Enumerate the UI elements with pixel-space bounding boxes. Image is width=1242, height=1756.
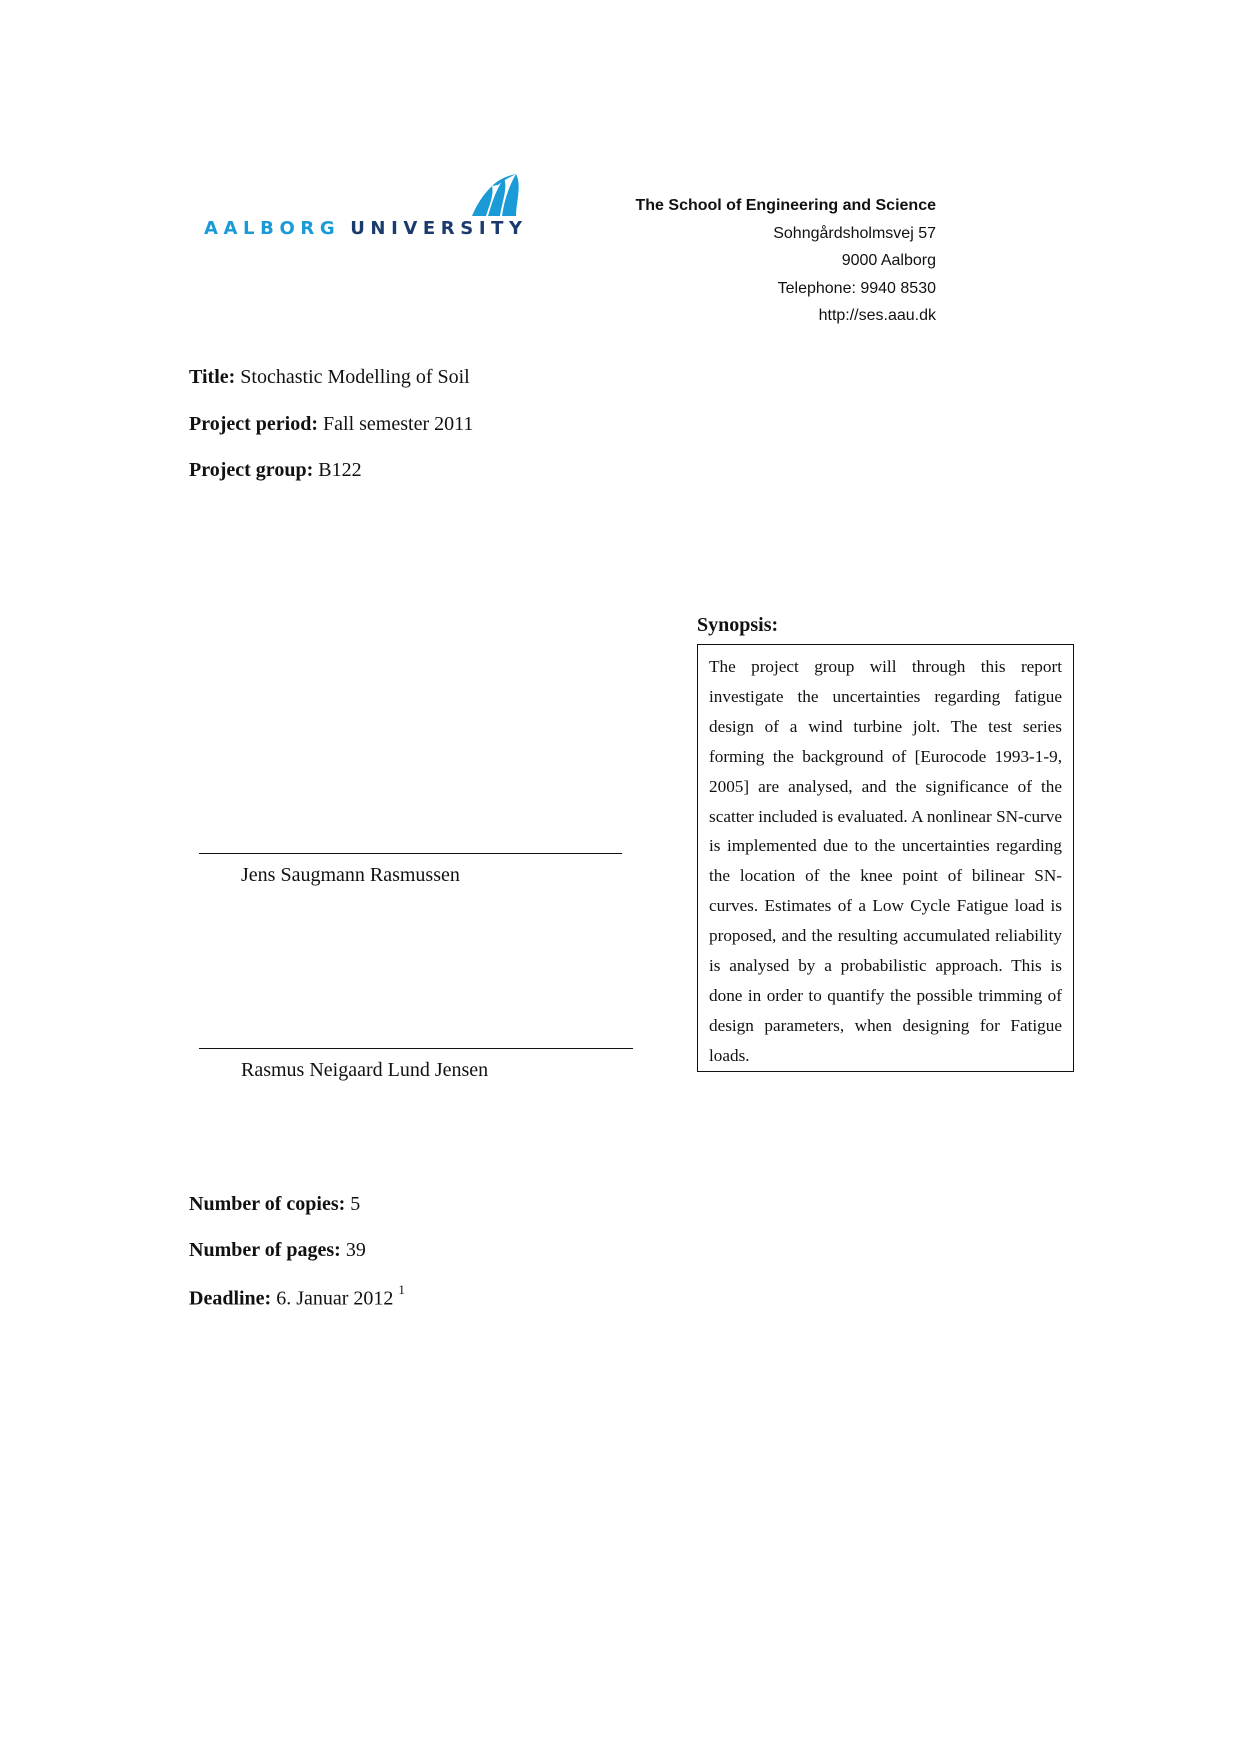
synopsis-box — [697, 644, 1074, 1072]
number-of-pages — [189, 1239, 366, 1262]
project-period — [189, 413, 473, 436]
school-name: The School of Engineering and Science — [635, 197, 936, 214]
author-2: Rasmus Neigaard Lund Jensen — [241, 1059, 489, 1081]
period-value: Fall semester 2011 — [323, 413, 474, 435]
copies-value: 5 — [350, 1193, 361, 1215]
copies-label: Number of copies: — [189, 1193, 346, 1215]
address-block — [516, 192, 936, 330]
university-name-part2: UNIVERSITY — [350, 218, 528, 239]
synopsis-text: The project group will through this report investigate the uncertainties regarding fatigue design of a wind turbine jolt. The test series forming the background of [Eurocode 1993-1-9, 2005] are analysed, and the significance of the scatter included is evaluated. A nonlinear SN-curve is implemented due to the uncertainties regarding the location of the knee point of bilinear SN-curves. Estimates of a Low Cycle Fatigue load is proposed, and the resulting accumulated reliability is analysed by a probabilistic approach. This is done in order to quantify the possible trimming of design parameters, when designing for Fatigue loads. — [709, 657, 1062, 1065]
deadline-footnote-marker: 1 — [398, 1282, 405, 1297]
signature-line-2 — [199, 1048, 633, 1049]
university-name — [204, 218, 528, 239]
group-label: Project group: — [189, 459, 314, 481]
deadline-value: 6. Januar 2012 — [276, 1287, 394, 1310]
title-label: Title: — [189, 366, 236, 388]
university-logo — [200, 172, 550, 244]
deadline — [189, 1282, 405, 1311]
university-name-part1: AALBORG — [204, 218, 341, 239]
address-url: http://ses.aau.dk — [818, 307, 936, 324]
deadline-label: Deadline: — [189, 1287, 272, 1310]
pages-value: 39 — [345, 1239, 366, 1261]
project-group — [189, 459, 362, 482]
title-value: Stochastic Modelling of Soil — [240, 366, 470, 388]
number-of-copies — [189, 1193, 360, 1216]
synopsis-heading: Synopsis: — [697, 614, 779, 636]
group-value: B122 — [318, 459, 362, 481]
author-1: Jens Saugmann Rasmussen — [241, 864, 460, 886]
project-title — [189, 366, 470, 389]
period-label: Project period: — [189, 413, 319, 435]
signature-line-1 — [199, 853, 622, 854]
address-phone: Telephone: 9940 8530 — [777, 279, 936, 297]
address-city: 9000 Aalborg — [841, 252, 936, 269]
address-street: Sohngårdsholmsvej 57 — [773, 224, 936, 242]
pages-label: Number of pages: — [189, 1239, 341, 1261]
